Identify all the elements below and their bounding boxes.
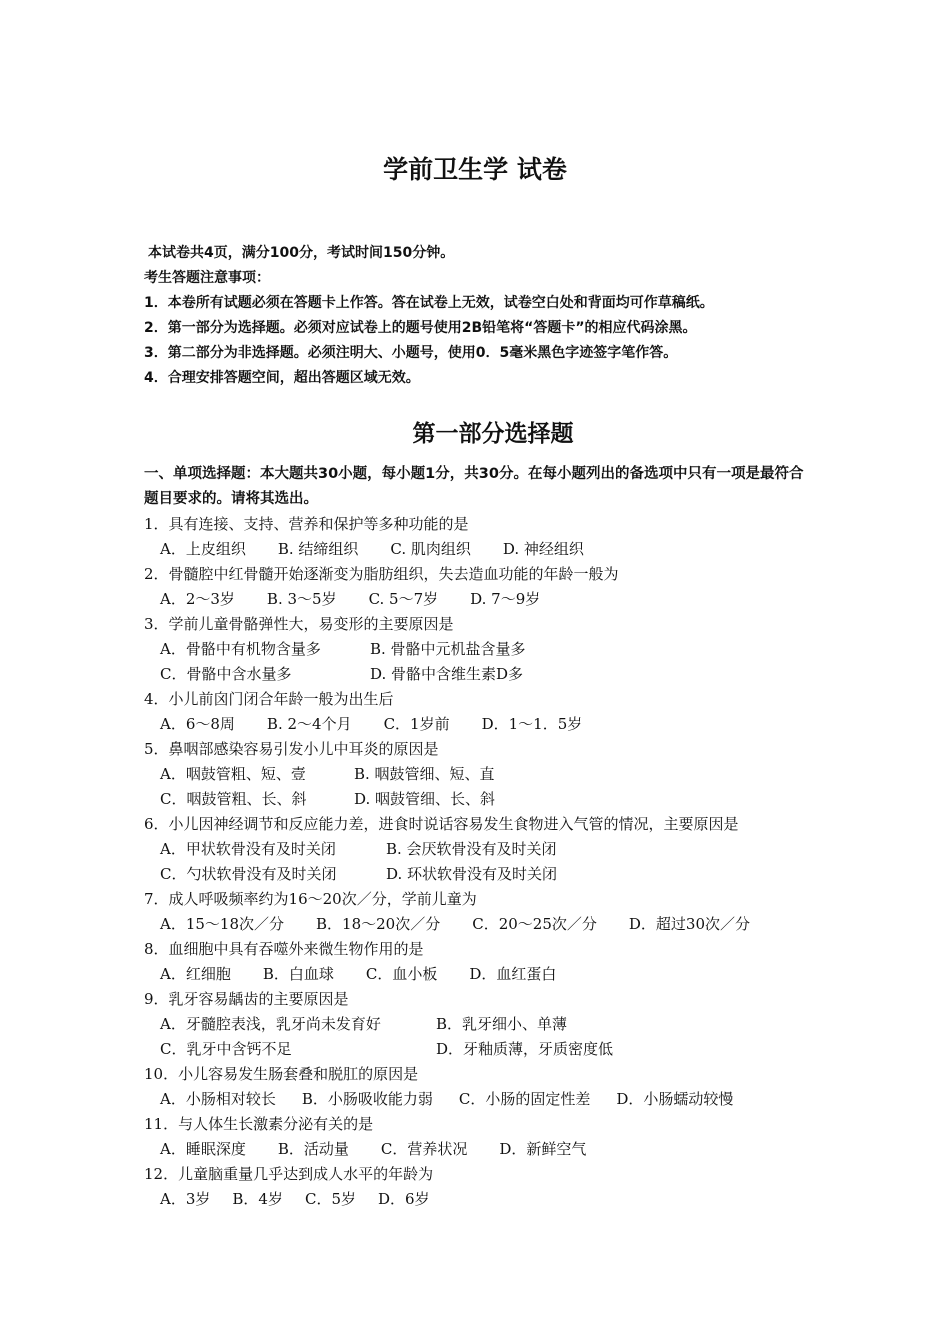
question-stem: 7．成人呼吸频率约为16～20次／分，学前儿童为 <box>144 890 477 908</box>
option-row <box>144 662 844 687</box>
option-c: C．咽鼓管粗、长、斜 <box>160 790 307 808</box>
question-stem: 1．具有连接、支持、营养和保护等多种功能的是 <box>144 515 469 533</box>
question-stem: 11．与人体生长激素分泌有关的是 <box>144 1115 374 1133</box>
option-d: D．1～1．5岁 <box>481 715 583 733</box>
section-instruction: 一、单项选择题：本大题共30小题，每小题1分，共30分。在每小题列出的备选项中只有一项是最符合题目要求的。请将其选出。 <box>144 466 804 507</box>
exam-notes <box>144 241 844 391</box>
option-a: A．2～3岁 <box>160 590 235 608</box>
option-d: D. 环状软骨没有及时关闭 <box>386 865 558 883</box>
option-b: B．小肠吸收能力弱 <box>301 1090 433 1108</box>
option-c: C．小肠的固定性差 <box>458 1090 591 1108</box>
option-row <box>144 1087 844 1112</box>
question-stem: 5．鼻咽部感染容易引发小儿中耳炎的原因是 <box>144 740 439 758</box>
option-c: C．骨骼中含水量多 <box>160 665 292 683</box>
option-a: A．红细胞 <box>160 965 231 983</box>
option-row <box>144 587 844 612</box>
option-c: C．5岁 <box>304 1190 356 1208</box>
option-row <box>144 537 844 562</box>
option-d: D. 神经组织 <box>502 540 584 558</box>
question-stem: 8．血细胞中具有吞噬外来微生物作用的是 <box>144 940 424 958</box>
option-b: B．4岁 <box>232 1190 283 1208</box>
option-c: C．乳牙中含钙不足 <box>160 1040 292 1058</box>
option-row <box>144 1037 844 1062</box>
option-c: C．血小板 <box>365 965 438 983</box>
option-b: B. 咽鼓管细、短、直 <box>354 765 495 783</box>
question-stem: 12．儿童脑重量几乎达到成人水平的年龄为 <box>144 1165 434 1183</box>
option-row <box>144 962 844 987</box>
option-c: C．营养状况 <box>380 1140 468 1158</box>
option-d: D．超过30次／分 <box>628 915 750 933</box>
option-b: B．乳牙细小、单薄 <box>436 1015 568 1033</box>
option-row <box>144 1187 844 1212</box>
option-c: C．1岁前 <box>383 715 450 733</box>
option-b: B. 结缔组织 <box>277 540 359 558</box>
option-b: B．活动量 <box>277 1140 349 1158</box>
note-item: 1．本卷所有试题必须在答题卡上作答。答在试卷上无效，试卷空白处和背面均可作草稿纸。 <box>144 295 714 311</box>
option-d: D. 骨骼中含维生素D多 <box>370 665 524 683</box>
option-d: D．血红蛋白 <box>469 965 557 983</box>
option-row <box>144 762 844 787</box>
option-row <box>144 712 844 737</box>
option-d: D．6岁 <box>378 1190 430 1208</box>
question-list <box>144 512 844 1212</box>
option-c: C. 肌肉组织 <box>390 540 471 558</box>
option-a: A．甲状软骨没有及时关闭 <box>160 840 336 858</box>
option-d: D．牙釉质薄，牙质密度低 <box>436 1040 614 1058</box>
option-d: D．新鲜空气 <box>499 1140 587 1158</box>
option-a: A．6～8周 <box>160 715 235 733</box>
option-b: B．18～20次／分 <box>316 915 441 933</box>
option-a: A．咽鼓管粗、短、壹 <box>160 765 306 783</box>
option-row <box>144 637 844 662</box>
note-item: 3．第二部分为非选择题。必须注明大、小题号，使用0．5毫米黑色字迹签字笔作答。 <box>144 345 678 361</box>
question-stem: 4．小儿前囟门闭合年龄一般为出生后 <box>144 690 394 708</box>
note-item: 2．第一部分为选择题。必须对应试卷上的题号使用2B铅笔将“答题卡”的相应代码涂黑。 <box>144 320 697 336</box>
option-d: D. 咽鼓管细、长、斜 <box>354 790 496 808</box>
option-d: D. 7～9岁 <box>470 590 541 608</box>
option-a: A．骨骼中有机物含量多 <box>160 640 321 658</box>
option-row <box>144 912 844 937</box>
option-b: B. 骨骼中元机盐含量多 <box>370 640 526 658</box>
exam-intro: 本试卷共4页，满分100分，考试时间150分钟。 <box>148 245 455 261</box>
option-b: B. 2～4个月 <box>266 715 352 733</box>
option-a: A．小肠相对较长 <box>160 1090 276 1108</box>
option-a: A．上皮组织 <box>160 540 246 558</box>
option-c: C．勺状软骨没有及时关闭 <box>160 865 337 883</box>
option-b: B. 会厌软骨没有及时关闭 <box>386 840 557 858</box>
option-b: B. 3～5岁 <box>266 590 337 608</box>
option-row <box>144 1012 844 1037</box>
notes-heading: 考生答题注意事项： <box>144 270 270 286</box>
note-item: 4．合理安排答题空间，超出答题区域无效。 <box>144 370 420 386</box>
option-a: A．睡眠深度 <box>160 1140 246 1158</box>
option-row <box>144 1137 844 1162</box>
exam-title: 学前卫生学 试卷 <box>383 155 567 184</box>
question-stem: 9．乳牙容易龋齿的主要原因是 <box>144 990 349 1008</box>
question-stem: 3．学前儿童骨骼弹性大，易变形的主要原因是 <box>144 615 454 633</box>
option-a: A．3岁 <box>160 1190 211 1208</box>
question-stem: 10．小儿容易发生肠套叠和脱肛的原因是 <box>144 1065 419 1083</box>
question-stem: 2．骨髓腔中红骨髓开始逐渐变为脂肪组织，失去造血功能的年龄一般为 <box>144 565 619 583</box>
option-d: D．小肠蠕动较慢 <box>616 1090 734 1108</box>
option-c: C. 5～7岁 <box>368 590 439 608</box>
option-row <box>144 787 844 812</box>
option-a: A．牙髓腔表浅，乳牙尚未发育好 <box>160 1015 381 1033</box>
option-row <box>144 837 844 862</box>
question-stem: 6．小儿因神经调节和反应能力差，进食时说话容易发生食物进入气管的情况，主要原因是 <box>144 815 739 833</box>
option-b: B．白血球 <box>262 965 334 983</box>
section-title: 第一部分选择题 <box>412 421 574 447</box>
option-a: A．15～18次／分 <box>160 915 285 933</box>
option-c: C．20～25次／分 <box>472 915 597 933</box>
option-row <box>144 862 844 887</box>
